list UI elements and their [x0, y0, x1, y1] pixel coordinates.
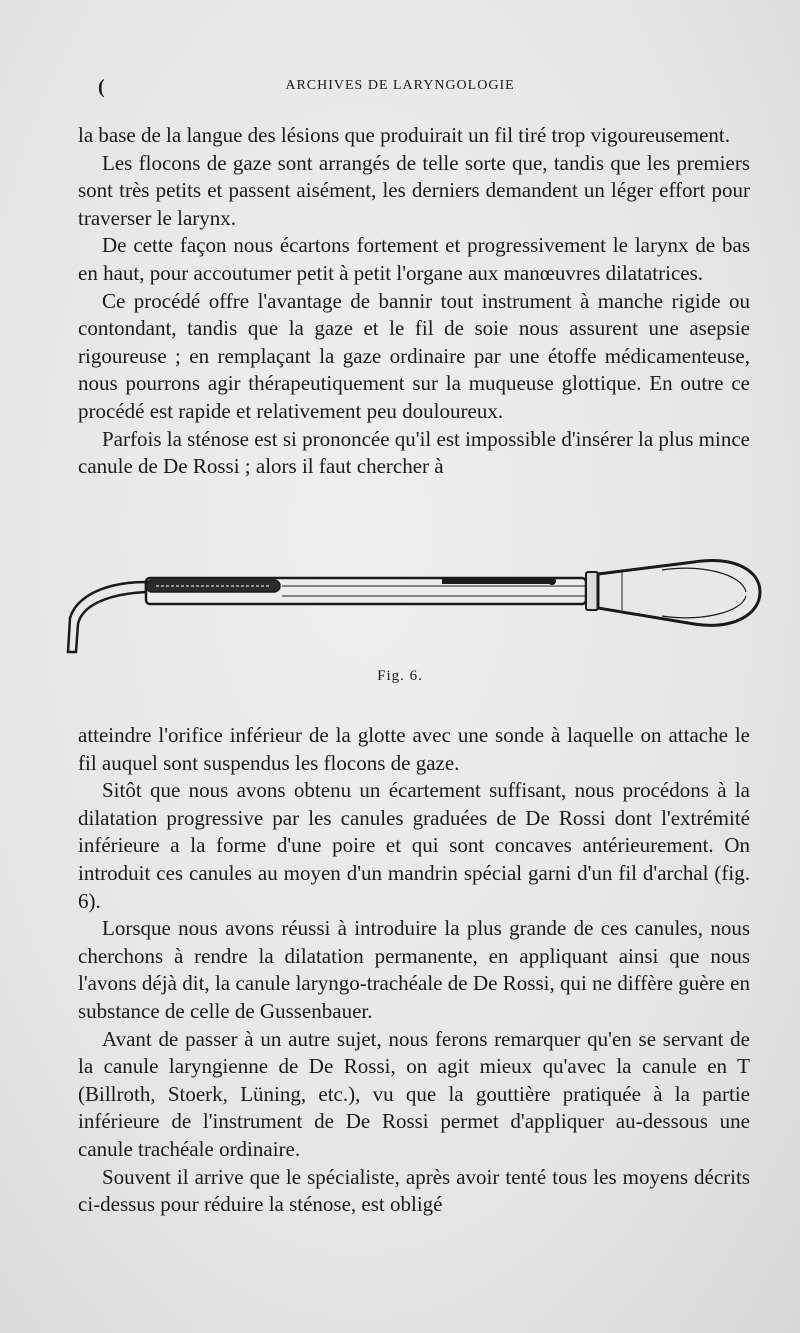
paragraph: Parfois la sténose est si prononcée qu'il est impossible d'insérer la plus mince canule de De Rossi ; alors il faut chercher à [78, 426, 750, 479]
instrument-collar [586, 572, 598, 610]
cannula-instrument-illustration [62, 548, 762, 668]
paragraph: Lorsque nous avons réussi à introduire la plus grande de ces canules, nous cherchons à rendre la dilatation permanente, en appliquant ainsi que nous l'avons déjà dit, la canule laryngo-trachéale de De Rossi, qui ne diffère guère en substance de celle de Gussenbauer. [78, 916, 750, 1023]
text-block-bottom [78, 722, 750, 1219]
paragraph: Les flocons de gaze sont arrangés de telle sorte que, tandis que les premiers sont très petits et passent aisément, les derniers demandent un léger effort pour traverser le larynx. [78, 150, 750, 230]
instrument-curved-tip [68, 582, 146, 652]
running-title: ARCHIVES DE LARYNGOLOGIE [285, 78, 515, 93]
figure-caption: Fig. 6. [377, 668, 423, 684]
paragraph: Souvent il arrive que le spécialiste, après avoir tenté tous les moyens décrits ci-dessus pour réduire la sténose, est obligé [78, 1164, 750, 1217]
paragraph: atteindre l'orifice inférieur de la glotte avec une sonde à laquelle on attache le fil auquel sont suspendus les flocons de gaze. [78, 723, 750, 775]
paragraph: Avant de passer à un autre sujet, nous ferons remarquer qu'en se servant de la canule laryngienne de De Rossi, on agit mieux qu'avec la canule en T (Billroth, Stoerk, Lüning, etc.), vu que la gouttière pratiquée à la partie inférieure de l'instrument de De Rossi permet d'appliquer au-dessous une canule trachéale ordinaire. [78, 1026, 750, 1161]
paragraph: De cette façon nous écartons fortement et progressivement le larynx de bas en haut, pour accoutumer petit à petit l'organe aux manœuvres dilatatrices. [78, 233, 750, 285]
text-block-top [78, 122, 750, 481]
paragraph: Ce procédé offre l'avantage de bannir tout instrument à manche rigide ou contondant, tandis que la gaze et le fil de soie nous assurent une asepsie rigoureuse ; en remplaçant la gaze ordinaire par une étoffe médicamenteuse, nous pourrons agir thérapeutiquement sur la muqueuse glottique. En outre ce procédé est rapide et relativement peu douloureux. [78, 288, 750, 423]
paragraph: Sitôt que nous avons obtenu un écartement suffisant, nous procédons à la dilatation progressive par les canules graduées de De Rossi dont l'extrémité inférieure a la forme d'une poire et qui sont concaves antérieurement. On introduit ces canules au moyen d'un mandrin spécial garni d'un fil d'archal (fig. 6). [78, 778, 750, 913]
paragraph: la base de la langue des lésions que produirait un fil tiré trop vigoureusement. [78, 123, 730, 147]
page-mark: ( [98, 76, 105, 98]
